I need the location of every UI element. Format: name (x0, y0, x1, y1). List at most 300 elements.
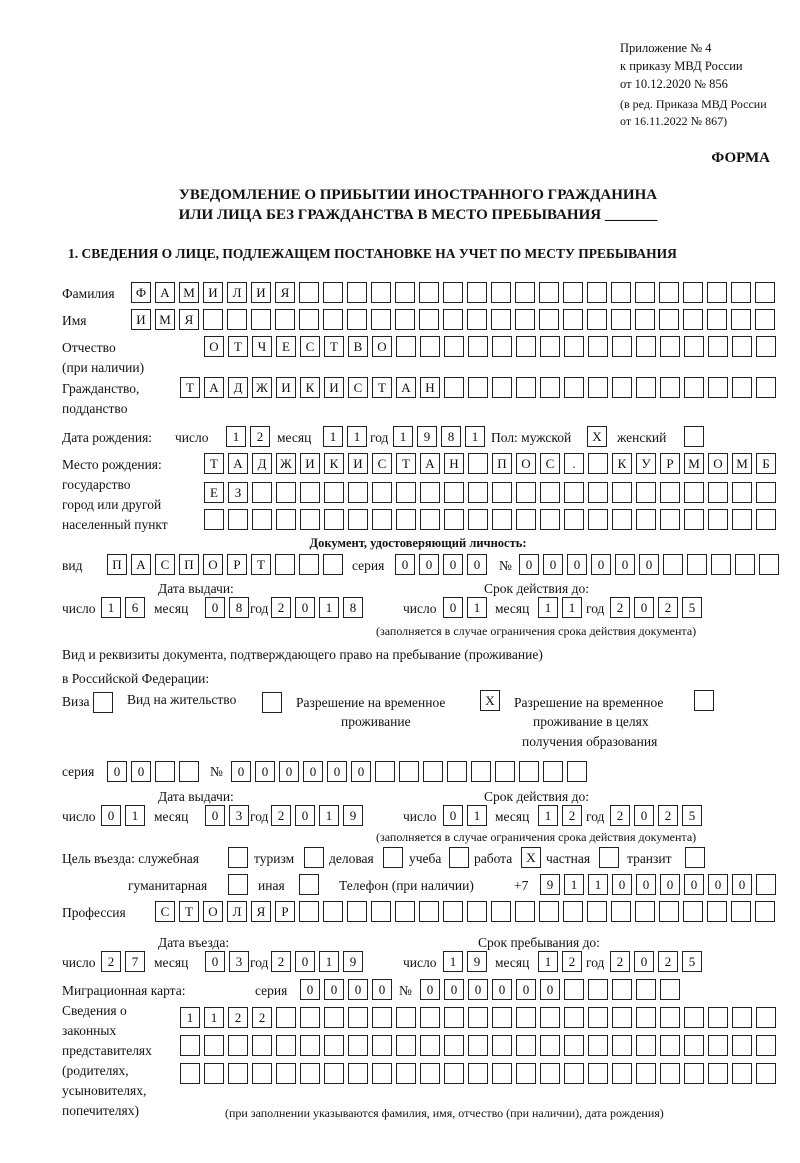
char-cell[interactable] (516, 482, 536, 503)
char-cell[interactable]: 0 (231, 761, 251, 782)
char-cell[interactable] (731, 901, 751, 922)
char-cell[interactable] (395, 282, 415, 303)
char-cell[interactable] (396, 1063, 416, 1084)
char-cell[interactable] (252, 482, 272, 503)
stay-issue-day-field[interactable] (101, 805, 145, 826)
char-cell[interactable]: 0 (567, 554, 587, 575)
char-cell[interactable] (708, 1035, 728, 1056)
char-cell[interactable]: Д (252, 453, 272, 474)
char-cell[interactable] (756, 377, 776, 398)
char-cell[interactable]: 9 (467, 951, 487, 972)
char-cell[interactable] (660, 509, 680, 530)
stay-valid-day-field[interactable] (443, 805, 487, 826)
char-cell[interactable]: 0 (636, 874, 656, 895)
char-cell[interactable] (492, 1063, 512, 1084)
char-cell[interactable]: 1 (393, 426, 413, 447)
char-cell[interactable] (251, 309, 271, 330)
char-cell[interactable] (444, 482, 464, 503)
char-cell[interactable]: И (324, 377, 344, 398)
char-cell[interactable] (756, 874, 776, 895)
char-cell[interactable]: 0 (684, 874, 704, 895)
edu-residence-checkbox[interactable] (694, 690, 714, 711)
char-cell[interactable]: 2 (562, 951, 582, 972)
char-cell[interactable]: М (179, 282, 199, 303)
char-cell[interactable] (324, 1007, 344, 1028)
char-cell[interactable] (756, 482, 776, 503)
char-cell[interactable]: 5 (682, 597, 702, 618)
birthplace-field-1[interactable] (204, 453, 776, 474)
char-cell[interactable] (396, 1007, 416, 1028)
char-cell[interactable] (491, 901, 511, 922)
temp-residence-checkbox[interactable] (480, 690, 500, 711)
char-cell[interactable] (516, 1035, 536, 1056)
char-cell[interactable]: 0 (205, 805, 225, 826)
char-cell[interactable]: 1 (226, 426, 246, 447)
char-cell[interactable] (660, 1007, 680, 1028)
char-cell[interactable] (516, 377, 536, 398)
char-cell[interactable] (731, 282, 751, 303)
char-cell[interactable]: 2 (250, 426, 270, 447)
checkbox-cell[interactable] (299, 874, 319, 895)
char-cell[interactable] (636, 1007, 656, 1028)
char-cell[interactable] (492, 482, 512, 503)
char-cell[interactable] (420, 1035, 440, 1056)
char-cell[interactable] (300, 1035, 320, 1056)
char-cell[interactable]: 0 (303, 761, 323, 782)
char-cell[interactable] (372, 1063, 392, 1084)
char-cell[interactable] (375, 761, 395, 782)
char-cell[interactable] (759, 554, 779, 575)
birthplace-field-2[interactable] (204, 482, 776, 503)
migration-series-field[interactable] (300, 979, 392, 1000)
checkbox-cell[interactable] (694, 690, 714, 711)
char-cell[interactable]: 1 (538, 597, 558, 618)
char-cell[interactable] (612, 509, 632, 530)
char-cell[interactable] (348, 1007, 368, 1028)
char-cell[interactable] (516, 509, 536, 530)
checkbox-cell[interactable] (304, 847, 324, 868)
char-cell[interactable]: М (732, 453, 752, 474)
char-cell[interactable] (756, 336, 776, 357)
checkbox-cell[interactable] (383, 847, 403, 868)
char-cell[interactable]: Я (251, 901, 271, 922)
char-cell[interactable] (684, 1007, 704, 1028)
char-cell[interactable] (299, 309, 319, 330)
char-cell[interactable] (468, 1063, 488, 1084)
char-cell[interactable]: З (228, 482, 248, 503)
char-cell[interactable]: 0 (708, 874, 728, 895)
char-cell[interactable] (444, 509, 464, 530)
char-cell[interactable]: С (540, 453, 560, 474)
stay-series-field[interactable] (107, 761, 199, 782)
char-cell[interactable]: 2 (658, 951, 678, 972)
stay-month-field[interactable] (538, 951, 582, 972)
char-cell[interactable] (447, 761, 467, 782)
char-cell[interactable]: А (131, 554, 151, 575)
char-cell[interactable] (660, 979, 680, 1000)
char-cell[interactable] (708, 482, 728, 503)
doc-type-field[interactable] (107, 554, 343, 575)
char-cell[interactable] (732, 377, 752, 398)
char-cell[interactable] (395, 309, 415, 330)
char-cell[interactable] (372, 1035, 392, 1056)
char-cell[interactable] (396, 509, 416, 530)
purpose-business-checkbox[interactable] (383, 847, 403, 868)
stay-valid-month-field[interactable] (538, 805, 582, 826)
char-cell[interactable] (492, 336, 512, 357)
residence-checkbox[interactable] (262, 692, 282, 713)
char-cell[interactable]: 0 (516, 979, 536, 1000)
char-cell[interactable] (420, 336, 440, 357)
char-cell[interactable]: С (155, 901, 175, 922)
char-cell[interactable] (204, 509, 224, 530)
checkbox-cell[interactable]: X (521, 847, 541, 868)
char-cell[interactable]: 0 (205, 597, 225, 618)
char-cell[interactable] (515, 901, 535, 922)
checkbox-cell[interactable]: X (480, 690, 500, 711)
char-cell[interactable]: 2 (271, 951, 291, 972)
char-cell[interactable]: Р (227, 554, 247, 575)
char-cell[interactable] (324, 1063, 344, 1084)
char-cell[interactable]: 3 (229, 805, 249, 826)
char-cell[interactable]: 0 (634, 951, 654, 972)
char-cell[interactable] (684, 509, 704, 530)
char-cell[interactable]: 8 (343, 597, 363, 618)
char-cell[interactable] (539, 309, 559, 330)
char-cell[interactable]: Ф (131, 282, 151, 303)
char-cell[interactable]: 0 (348, 979, 368, 1000)
char-cell[interactable]: Л (227, 282, 247, 303)
char-cell[interactable]: 0 (732, 874, 752, 895)
char-cell[interactable] (588, 377, 608, 398)
char-cell[interactable]: И (131, 309, 151, 330)
char-cell[interactable] (684, 377, 704, 398)
char-cell[interactable] (420, 482, 440, 503)
char-cell[interactable]: И (203, 282, 223, 303)
char-cell[interactable]: 1 (319, 951, 339, 972)
char-cell[interactable] (348, 509, 368, 530)
char-cell[interactable] (636, 377, 656, 398)
char-cell[interactable] (540, 1007, 560, 1028)
char-cell[interactable] (659, 901, 679, 922)
char-cell[interactable]: 2 (271, 597, 291, 618)
char-cell[interactable]: 8 (441, 426, 461, 447)
char-cell[interactable] (540, 509, 560, 530)
char-cell[interactable] (348, 1063, 368, 1084)
char-cell[interactable] (372, 509, 392, 530)
char-cell[interactable] (708, 377, 728, 398)
stay-day-field[interactable] (443, 951, 487, 972)
char-cell[interactable] (588, 509, 608, 530)
purpose-humanitarian-checkbox[interactable] (228, 874, 248, 895)
char-cell[interactable]: 3 (229, 951, 249, 972)
char-cell[interactable]: 2 (562, 805, 582, 826)
char-cell[interactable]: А (204, 377, 224, 398)
char-cell[interactable] (683, 309, 703, 330)
char-cell[interactable] (348, 1035, 368, 1056)
char-cell[interactable] (396, 1035, 416, 1056)
char-cell[interactable] (324, 1035, 344, 1056)
char-cell[interactable]: У (636, 453, 656, 474)
char-cell[interactable] (444, 377, 464, 398)
char-cell[interactable]: 0 (467, 554, 487, 575)
stay-valid-year-field[interactable] (610, 805, 702, 826)
char-cell[interactable]: Я (179, 309, 199, 330)
char-cell[interactable]: 7 (125, 951, 145, 972)
char-cell[interactable]: 0 (543, 554, 563, 575)
char-cell[interactable] (276, 1007, 296, 1028)
char-cell[interactable] (419, 901, 439, 922)
char-cell[interactable] (636, 979, 656, 1000)
char-cell[interactable] (492, 509, 512, 530)
char-cell[interactable]: 0 (639, 554, 659, 575)
char-cell[interactable]: Т (179, 901, 199, 922)
char-cell[interactable] (423, 761, 443, 782)
char-cell[interactable] (732, 1063, 752, 1084)
char-cell[interactable] (444, 1063, 464, 1084)
char-cell[interactable]: 0 (615, 554, 635, 575)
char-cell[interactable] (588, 1035, 608, 1056)
char-cell[interactable]: И (276, 377, 296, 398)
purpose-service-checkbox[interactable] (228, 847, 248, 868)
char-cell[interactable] (588, 453, 608, 474)
char-cell[interactable]: 0 (540, 979, 560, 1000)
char-cell[interactable] (419, 282, 439, 303)
char-cell[interactable] (540, 377, 560, 398)
char-cell[interactable] (179, 761, 199, 782)
char-cell[interactable] (420, 1063, 440, 1084)
char-cell[interactable] (636, 1063, 656, 1084)
char-cell[interactable] (155, 761, 175, 782)
purpose-work-checkbox[interactable] (521, 847, 541, 868)
char-cell[interactable] (204, 1063, 224, 1084)
char-cell[interactable] (275, 309, 295, 330)
char-cell[interactable] (515, 309, 535, 330)
char-cell[interactable] (711, 554, 731, 575)
guardians-field-3[interactable] (180, 1063, 776, 1084)
char-cell[interactable] (396, 336, 416, 357)
char-cell[interactable] (471, 761, 491, 782)
char-cell[interactable] (468, 482, 488, 503)
char-cell[interactable] (659, 282, 679, 303)
char-cell[interactable]: 1 (347, 426, 367, 447)
phone-field[interactable] (540, 874, 776, 895)
char-cell[interactable]: К (300, 377, 320, 398)
char-cell[interactable] (563, 901, 583, 922)
guardians-field-1[interactable] (180, 1007, 776, 1028)
char-cell[interactable] (372, 482, 392, 503)
char-cell[interactable] (612, 377, 632, 398)
char-cell[interactable] (276, 509, 296, 530)
char-cell[interactable]: 0 (255, 761, 275, 782)
sex-female-checkbox[interactable] (684, 426, 704, 447)
char-cell[interactable] (324, 509, 344, 530)
char-cell[interactable] (732, 509, 752, 530)
checkbox-cell[interactable] (449, 847, 469, 868)
char-cell[interactable] (468, 336, 488, 357)
char-cell[interactable]: 0 (519, 554, 539, 575)
char-cell[interactable]: М (155, 309, 175, 330)
char-cell[interactable]: 0 (591, 554, 611, 575)
char-cell[interactable] (299, 901, 319, 922)
char-cell[interactable] (204, 1035, 224, 1056)
char-cell[interactable]: И (300, 453, 320, 474)
char-cell[interactable] (683, 901, 703, 922)
char-cell[interactable]: Н (444, 453, 464, 474)
checkbox-cell[interactable] (684, 426, 704, 447)
char-cell[interactable] (300, 1007, 320, 1028)
char-cell[interactable]: 1 (538, 951, 558, 972)
char-cell[interactable] (515, 282, 535, 303)
char-cell[interactable] (300, 1063, 320, 1084)
char-cell[interactable]: К (324, 453, 344, 474)
char-cell[interactable] (756, 1007, 776, 1028)
purpose-tourism-checkbox[interactable] (304, 847, 324, 868)
char-cell[interactable] (564, 509, 584, 530)
char-cell[interactable]: 0 (295, 951, 315, 972)
char-cell[interactable]: 0 (419, 554, 439, 575)
char-cell[interactable]: С (348, 377, 368, 398)
char-cell[interactable] (348, 482, 368, 503)
char-cell[interactable]: 1 (562, 597, 582, 618)
char-cell[interactable]: Н (420, 377, 440, 398)
char-cell[interactable] (540, 1035, 560, 1056)
char-cell[interactable]: 9 (343, 805, 363, 826)
char-cell[interactable]: 0 (372, 979, 392, 1000)
stay-number-field[interactable] (231, 761, 587, 782)
char-cell[interactable]: О (203, 901, 223, 922)
char-cell[interactable] (564, 1007, 584, 1028)
char-cell[interactable] (227, 309, 247, 330)
char-cell[interactable] (636, 509, 656, 530)
char-cell[interactable] (372, 1007, 392, 1028)
char-cell[interactable]: Т (396, 453, 416, 474)
char-cell[interactable] (443, 282, 463, 303)
stay-issue-month-field[interactable] (205, 805, 249, 826)
char-cell[interactable] (755, 309, 775, 330)
char-cell[interactable] (399, 761, 419, 782)
char-cell[interactable] (611, 901, 631, 922)
name-field[interactable] (131, 309, 775, 330)
char-cell[interactable] (491, 282, 511, 303)
sex-male-checkbox[interactable] (587, 426, 607, 447)
char-cell[interactable]: П (492, 453, 512, 474)
char-cell[interactable] (444, 1007, 464, 1028)
char-cell[interactable]: 1 (101, 597, 121, 618)
char-cell[interactable] (467, 901, 487, 922)
char-cell[interactable] (468, 1007, 488, 1028)
checkbox-cell[interactable] (599, 847, 619, 868)
char-cell[interactable] (636, 336, 656, 357)
char-cell[interactable]: Ж (252, 377, 272, 398)
issue-month-field[interactable] (205, 597, 249, 618)
char-cell[interactable] (540, 336, 560, 357)
char-cell[interactable] (612, 336, 632, 357)
char-cell[interactable]: 0 (295, 805, 315, 826)
char-cell[interactable]: О (372, 336, 392, 357)
char-cell[interactable]: 1 (319, 597, 339, 618)
char-cell[interactable]: 0 (351, 761, 371, 782)
issue-year-field[interactable] (271, 597, 363, 618)
char-cell[interactable] (491, 309, 511, 330)
char-cell[interactable] (492, 1035, 512, 1056)
char-cell[interactable] (324, 482, 344, 503)
char-cell[interactable]: П (179, 554, 199, 575)
char-cell[interactable] (564, 482, 584, 503)
char-cell[interactable] (564, 979, 584, 1000)
char-cell[interactable]: 1 (125, 805, 145, 826)
char-cell[interactable]: 0 (443, 805, 463, 826)
char-cell[interactable] (371, 901, 391, 922)
char-cell[interactable] (252, 1063, 272, 1084)
doc-number-field[interactable] (519, 554, 779, 575)
char-cell[interactable] (612, 482, 632, 503)
char-cell[interactable] (516, 336, 536, 357)
char-cell[interactable]: И (251, 282, 271, 303)
char-cell[interactable] (371, 282, 391, 303)
char-cell[interactable] (468, 509, 488, 530)
char-cell[interactable]: 1 (204, 1007, 224, 1028)
char-cell[interactable]: 2 (658, 805, 678, 826)
char-cell[interactable]: М (684, 453, 704, 474)
char-cell[interactable] (564, 1063, 584, 1084)
char-cell[interactable] (635, 901, 655, 922)
valid-month-field[interactable] (538, 597, 582, 618)
char-cell[interactable] (228, 509, 248, 530)
char-cell[interactable]: Р (660, 453, 680, 474)
char-cell[interactable] (420, 1007, 440, 1028)
char-cell[interactable]: Е (276, 336, 296, 357)
char-cell[interactable] (275, 554, 295, 575)
char-cell[interactable]: 2 (252, 1007, 272, 1028)
profession-field[interactable] (155, 901, 775, 922)
char-cell[interactable] (735, 554, 755, 575)
char-cell[interactable]: 0 (468, 979, 488, 1000)
char-cell[interactable] (684, 482, 704, 503)
char-cell[interactable] (564, 377, 584, 398)
char-cell[interactable]: П (107, 554, 127, 575)
char-cell[interactable]: 1 (443, 951, 463, 972)
entry-year-field[interactable] (271, 951, 363, 972)
char-cell[interactable] (540, 482, 560, 503)
checkbox-cell[interactable] (685, 847, 705, 868)
char-cell[interactable] (495, 761, 515, 782)
guardians-field-2[interactable] (180, 1035, 776, 1056)
char-cell[interactable] (420, 509, 440, 530)
char-cell[interactable]: 0 (443, 554, 463, 575)
char-cell[interactable]: 2 (610, 597, 630, 618)
char-cell[interactable]: Р (275, 901, 295, 922)
char-cell[interactable]: А (396, 377, 416, 398)
char-cell[interactable]: 2 (610, 805, 630, 826)
char-cell[interactable] (588, 336, 608, 357)
char-cell[interactable] (180, 1063, 200, 1084)
char-cell[interactable]: Б (756, 453, 776, 474)
entry-month-field[interactable] (205, 951, 249, 972)
char-cell[interactable] (636, 1035, 656, 1056)
char-cell[interactable]: Ч (252, 336, 272, 357)
char-cell[interactable] (444, 1035, 464, 1056)
char-cell[interactable] (347, 282, 367, 303)
char-cell[interactable]: 1 (467, 805, 487, 826)
char-cell[interactable]: 1 (538, 805, 558, 826)
char-cell[interactable] (660, 377, 680, 398)
char-cell[interactable]: Т (372, 377, 392, 398)
char-cell[interactable]: 0 (131, 761, 151, 782)
char-cell[interactable] (443, 901, 463, 922)
char-cell[interactable]: Я (275, 282, 295, 303)
char-cell[interactable] (587, 282, 607, 303)
